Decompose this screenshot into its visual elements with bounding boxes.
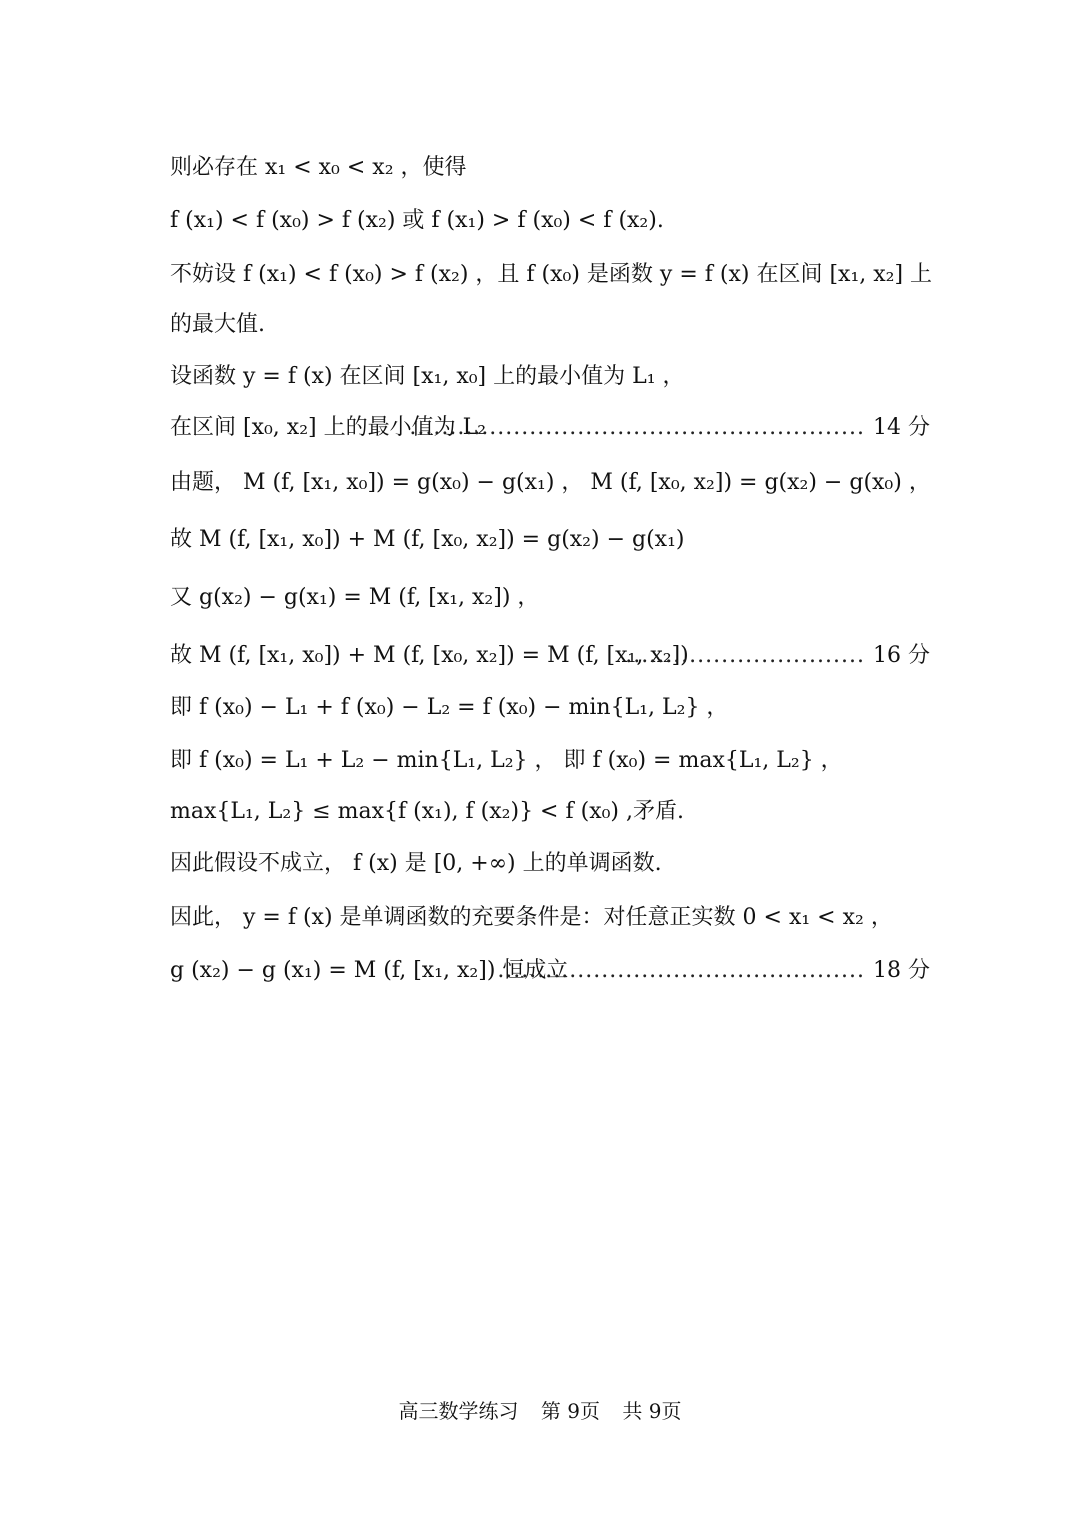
- score-label: 16 分: [873, 643, 930, 668]
- line-text: 即 f (x₀) − L₁ + f (x₀) − L₂ = f (x₀) − min{L₁, L₂} ，: [170, 695, 729, 720]
- proof-line-4: [170, 303, 930, 347]
- footer-page-number: 第 9页: [540, 1399, 600, 1423]
- line-text: 在区间 [x₀, x₂] 上的最小值为 L₂: [170, 415, 487, 440]
- proof-line-7: [170, 461, 930, 505]
- line-text: 即 f (x₀) = L₁ + L₂ − min{L₁, L₂} ， 即 f (x₀) = max{L₁, L₂} ，: [170, 748, 843, 773]
- page-footer: [0, 1396, 1080, 1426]
- proof-line-1: [170, 146, 930, 190]
- line-text: 由题， M (f, [x₁, x₀]) = g(x₀) − g(x₁) ， M (f, [x₀, x₂]) = g(x₂) − g(x₀) ，: [170, 470, 931, 495]
- leader-dots: .........................................................: [409, 415, 865, 440]
- line-text: 的最大值.: [170, 312, 265, 337]
- proof-line-8: [170, 518, 930, 562]
- proof-line-2: [170, 199, 930, 243]
- proof-line-15: [170, 896, 930, 940]
- proof-line-9: [170, 576, 930, 620]
- line-text: 不妨设 f (x₁) < f (x₀) > f (x₂) ，且 f (x₀) 是函数 y = f (x) 在区间 [x₁, x₂] 上: [170, 262, 933, 287]
- proof-line-12: [170, 739, 930, 783]
- proof-line-5: [170, 355, 930, 399]
- line-text: g (x₂) − g (x₁) = M (f, [x₁, x₂]) 恒成立: [170, 958, 569, 983]
- footer-title: 高三数学练习: [398, 1399, 519, 1423]
- leader-dots: ..............................................: [497, 958, 865, 983]
- footer-total-pages: 共 9页: [622, 1399, 682, 1423]
- line-text: 故 M (f, [x₁, x₀]) + M (f, [x₀, x₂]) = M (f, [x₁, x₂]): [170, 643, 689, 668]
- line-text: 故 M (f, [x₁, x₀]) + M (f, [x₀, x₂]) = g(x₂) − g(x₁): [170, 527, 685, 552]
- score-label: 14 分: [873, 415, 930, 440]
- leader-dots: ..............................: [625, 643, 865, 668]
- proof-line-3: [170, 253, 933, 297]
- line-text: 设函数 y = f (x) 在区间 [x₁, x₀] 上的最小值为 L₁ ，: [170, 364, 685, 389]
- proof-line-13: [170, 790, 930, 834]
- proof-line-16: [170, 949, 930, 993]
- line-text: max{L₁, L₂} ≤ max{f (x₁), f (x₂)} < f (x₀) ,矛盾.: [170, 799, 684, 824]
- line-text: 则必存在 x₁ < x₀ < x₂ ，使得: [170, 155, 467, 180]
- score-marker: [497, 949, 930, 993]
- line-text: 因此， y = f (x) 是单调函数的充要条件是：对任意正实数 0 < x₁ < x₂ ，: [170, 905, 893, 930]
- line-text: 因此假设不成立， f (x) 是 [0, +∞) 上的单调函数.: [170, 851, 662, 876]
- line-text: 又 g(x₂) − g(x₁) = M (f, [x₁, x₂]) ，: [170, 585, 540, 610]
- proof-line-14: [170, 842, 930, 886]
- score-label: 18 分: [873, 958, 930, 983]
- proof-line-10: [170, 634, 930, 678]
- score-marker: [409, 406, 930, 450]
- proof-line-6: [170, 406, 930, 450]
- score-marker: [625, 634, 930, 678]
- line-text: f (x₁) < f (x₀) > f (x₂) 或 f (x₁) > f (x₀) < f (x₂).: [170, 208, 664, 233]
- proof-line-11: [170, 686, 930, 730]
